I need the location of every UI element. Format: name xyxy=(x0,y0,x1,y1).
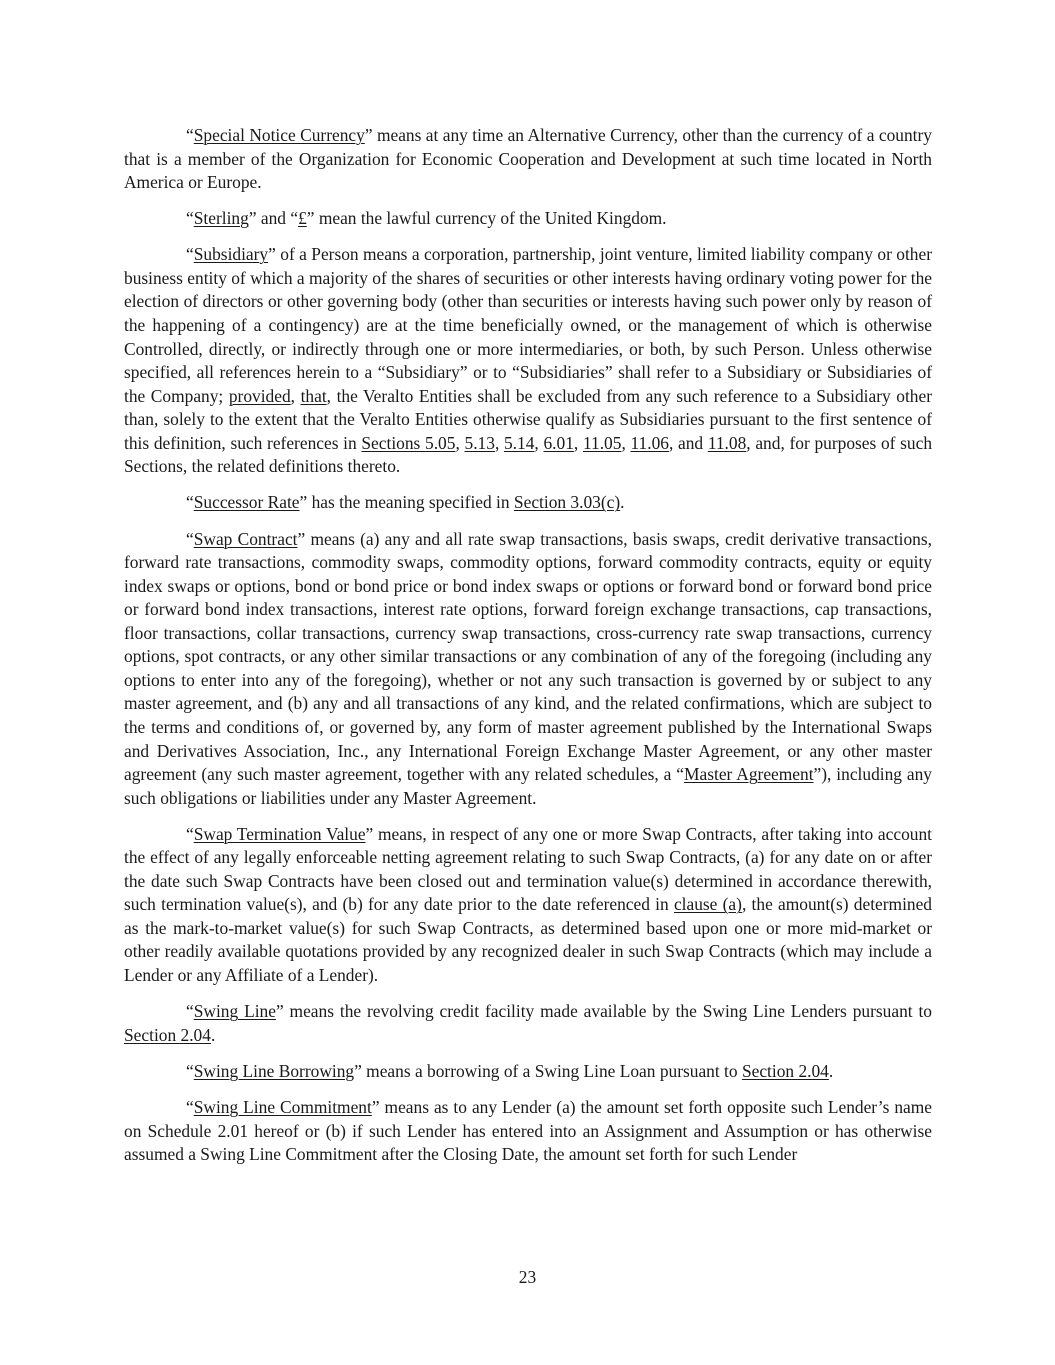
defined-term: Sterling xyxy=(193,208,249,229)
definition-swing-line-borrowing: “Swing Line Borrowing” means a borrowing of a Swing Line Loan pursuant to Section 2.04. xyxy=(186,1060,834,1081)
section-reference: Section 2.04 xyxy=(741,1060,829,1081)
defined-term: Swap Contract xyxy=(193,528,298,549)
definition-swing-line-commitment: “Swing Line Commitment” means as to any Lender (a) the amount set forth opposite such Lender’s name on Schedule 2.01 hereof or (b) if such Lender has entered into an Assignment and Assumption or has otherwise assumed a Swing Line Commitment after the Closing Date, the amount set forth for such Lender xyxy=(124,1096,932,1165)
definition-successor-rate: “Successor Rate” has the meaning specified in Section 3.03(c). xyxy=(186,492,625,513)
defined-term: Swing Line xyxy=(193,1001,276,1022)
page-number: 23 xyxy=(518,1267,537,1287)
section-reference: Section 2.04 xyxy=(124,1024,211,1045)
definition-subsidiary: “Subsidiary” of a Person means a corporation, partnership, joint venture, limited liability company or other business entity of which a majority of the shares of securities or other interests having ordinary voting power for the election of directors or other governing body (other than securities or interests having such power only by reason of the happening of a contingency) are at the time beneficially owned, or the management of which is otherwise Controlled, directly, or indirectly through one or more intermediaries, or both, by such Person. Unless otherwise specified, all references herein to a “Subsidiary” or to “Subsidiaries” shall refer to a Subsidiary or Subsidiaries of the Company; provided, that, the Veralto Entities shall be excluded from any such reference to a Subsidiary other than, solely to the extent that the Veralto Entities otherwise qualify as Subsidiaries pursuant to the first sentence of this definition, such references in Sections 5.05, 5.13, 5.14, 6.01, 11.05, 11.06, and 11.08, and, for purposes of such Sections, the related definitions thereto. xyxy=(124,244,933,477)
definition-swap-termination-value: “Swap Termination Value” means, in respect of any one or more Swap Contracts, after taking into account the effect of any legally enforceable netting agreement relating to such Swap Contracts, (a) for any date on or after the date such Swap Contracts have been closed out and termination value(s) determined in accordance therewith, such termination value(s), and (b) for any date prior to the date referenced in clause (a), the amount(s) determined as the mark-to-market value(s) for such Swap Contracts, as determined based upon one or more mid-market or other readily available quotations provided by any recognized dealer in such Swap Contracts (which may include a Lender or any Affiliate of a Lender). xyxy=(124,823,933,986)
section-reference: 5.14 xyxy=(503,432,535,453)
defined-term: Master Agreement xyxy=(684,764,814,785)
defined-term: Swing Line Borrowing xyxy=(193,1060,355,1081)
emphasis-provided: provided xyxy=(228,385,291,406)
definition-swap-contract: “Swap Contract” means (a) any and all rate swap transactions, basis swaps, credit derivative transactions, forward rate transactions, commodity swaps, commodity options, forward commodity contracts, equity or equity index swaps or options, bond or bond price or bond index swaps or options or forward bond or forward bond price or forward bond index transactions, interest rate options, forward foreign exchange transactions, cap transactions, floor transactions, collar transactions, currency swap transactions, cross-currency rate swap transactions, currency options, spot contracts, or any other similar transactions or any combination of any of the foregoing (including any options to enter into any of the foregoing), whether or not any such transaction is governed by or subject to any master agreement, and (b) any and all transactions of any kind, and the related confirmations, which are subject to the terms and conditions of, or governed by, any form of master agreement published by the International Swaps and Derivatives Association, Inc., any International Foreign Exchange Master Agreement, or any other master agreement (any such master agreement, together with any related schedules, a “Master Agreement”), including any such obligations or liabilities under any Master Agreement. xyxy=(124,528,933,808)
section-reference: Section 3.03(c) xyxy=(513,492,621,513)
definition-sterling: “Sterling” and “£” mean the lawful currency of the United Kingdom. xyxy=(186,208,667,229)
defined-term: Swing Line Commitment xyxy=(193,1096,372,1117)
defined-term: Successor Rate xyxy=(193,492,300,513)
defined-term: £ xyxy=(298,208,307,229)
defined-term: Swap Termination Value xyxy=(193,823,366,844)
section-reference: 6.01 xyxy=(543,432,574,453)
definition-special-notice-currency: “Special Notice Currency” means at any time an Alternative Currency, other than the currency of a country that is a member of the Organization for Economic Cooperation and Development at such time located in North America or Europe. xyxy=(124,125,932,193)
defined-term: Special Notice Currency xyxy=(193,125,365,145)
defined-term: Subsidiary xyxy=(193,244,269,265)
emphasis-that: that xyxy=(300,385,327,406)
section-reference: 11.08 xyxy=(707,432,747,453)
section-reference: Sections 5.05 xyxy=(361,432,456,453)
definitions-body xyxy=(124,124,932,1179)
section-reference: 5.13 xyxy=(464,432,495,453)
clause-reference: clause (a) xyxy=(673,894,742,915)
section-reference: 11.05 xyxy=(582,432,622,453)
definition-swing-line: “Swing Line” means the revolving credit facility made available by the Swing Line Lenders pursuant to Section 2.04. xyxy=(124,1001,933,1045)
section-reference: 11.06 xyxy=(630,432,669,453)
